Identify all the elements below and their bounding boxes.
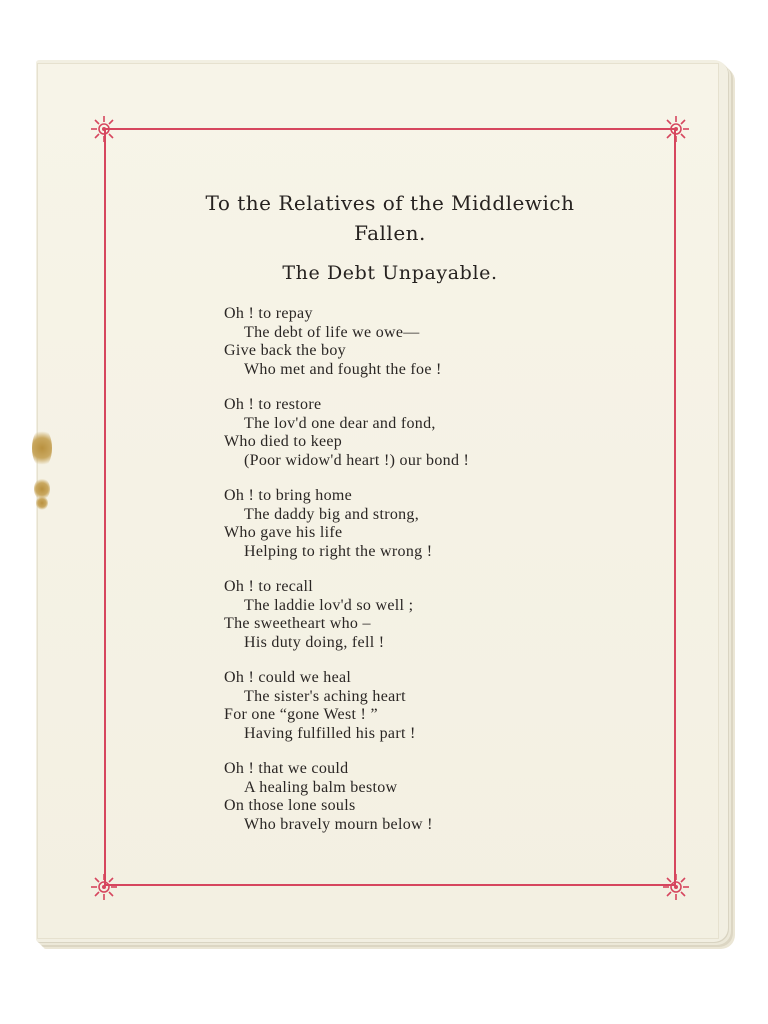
- poem-stanza: [224, 305, 644, 379]
- sun-ornament-icon: [662, 115, 690, 143]
- poem-line: Having fulfilled his part !: [244, 724, 416, 742]
- title-line-1: To the Relatives of the Middlewich: [205, 191, 575, 215]
- sun-ornament-icon: [90, 873, 118, 901]
- title-line-2: Fallen.: [354, 221, 426, 245]
- poem-line: Give back the boy: [224, 342, 346, 359]
- poem-line: The sister's aching heart: [244, 687, 406, 705]
- poem-stanza: [224, 578, 644, 652]
- page-title: [104, 188, 676, 248]
- poem-line: The laddie lov'd so well ;: [244, 596, 414, 614]
- age-stain: [32, 428, 52, 468]
- poem-stanza: [224, 669, 644, 743]
- poem-line: Oh ! to restore: [224, 396, 322, 413]
- poem-line: Who bravely mourn below !: [244, 815, 433, 833]
- poem-stanza: [224, 487, 644, 561]
- poem-line: Who met and fought the foe !: [244, 360, 442, 378]
- poem-line: The debt of life we owe—: [244, 323, 420, 341]
- poem-line: Oh ! to repay: [224, 305, 313, 322]
- poem-line: A healing balm bestow: [244, 778, 398, 796]
- poem-line: Helping to right the wrong !: [244, 542, 433, 560]
- poem-line: The lov'd one dear and fond,: [244, 414, 436, 432]
- poem-line: Oh ! to recall: [224, 578, 314, 595]
- poem-stanza: [224, 396, 644, 470]
- poem-line: Who died to keep: [224, 433, 343, 450]
- age-stain: [36, 496, 48, 510]
- poem-line: The sweetheart who –: [224, 615, 371, 632]
- sun-ornament-icon: [662, 873, 690, 901]
- poem-stanza: [224, 760, 644, 834]
- poem-line: Oh ! could we heal: [224, 669, 352, 686]
- poem-line: For one “gone West ! ”: [224, 706, 378, 723]
- poem-line: Who gave his life: [224, 524, 343, 541]
- poem-line: His duty doing, fell !: [244, 633, 385, 651]
- poem-body: [224, 305, 644, 851]
- poem-line: The daddy big and strong,: [244, 505, 420, 523]
- sun-ornament-icon: [90, 115, 118, 143]
- poem-line: Oh ! to bring home: [224, 487, 353, 504]
- poem-line: On those lone souls: [224, 797, 356, 814]
- poem-line: Oh ! that we could: [224, 760, 349, 777]
- poem-line: (Poor widow'd heart !) our bond !: [244, 451, 470, 469]
- poem-title: The Debt Unpayable.: [282, 262, 498, 284]
